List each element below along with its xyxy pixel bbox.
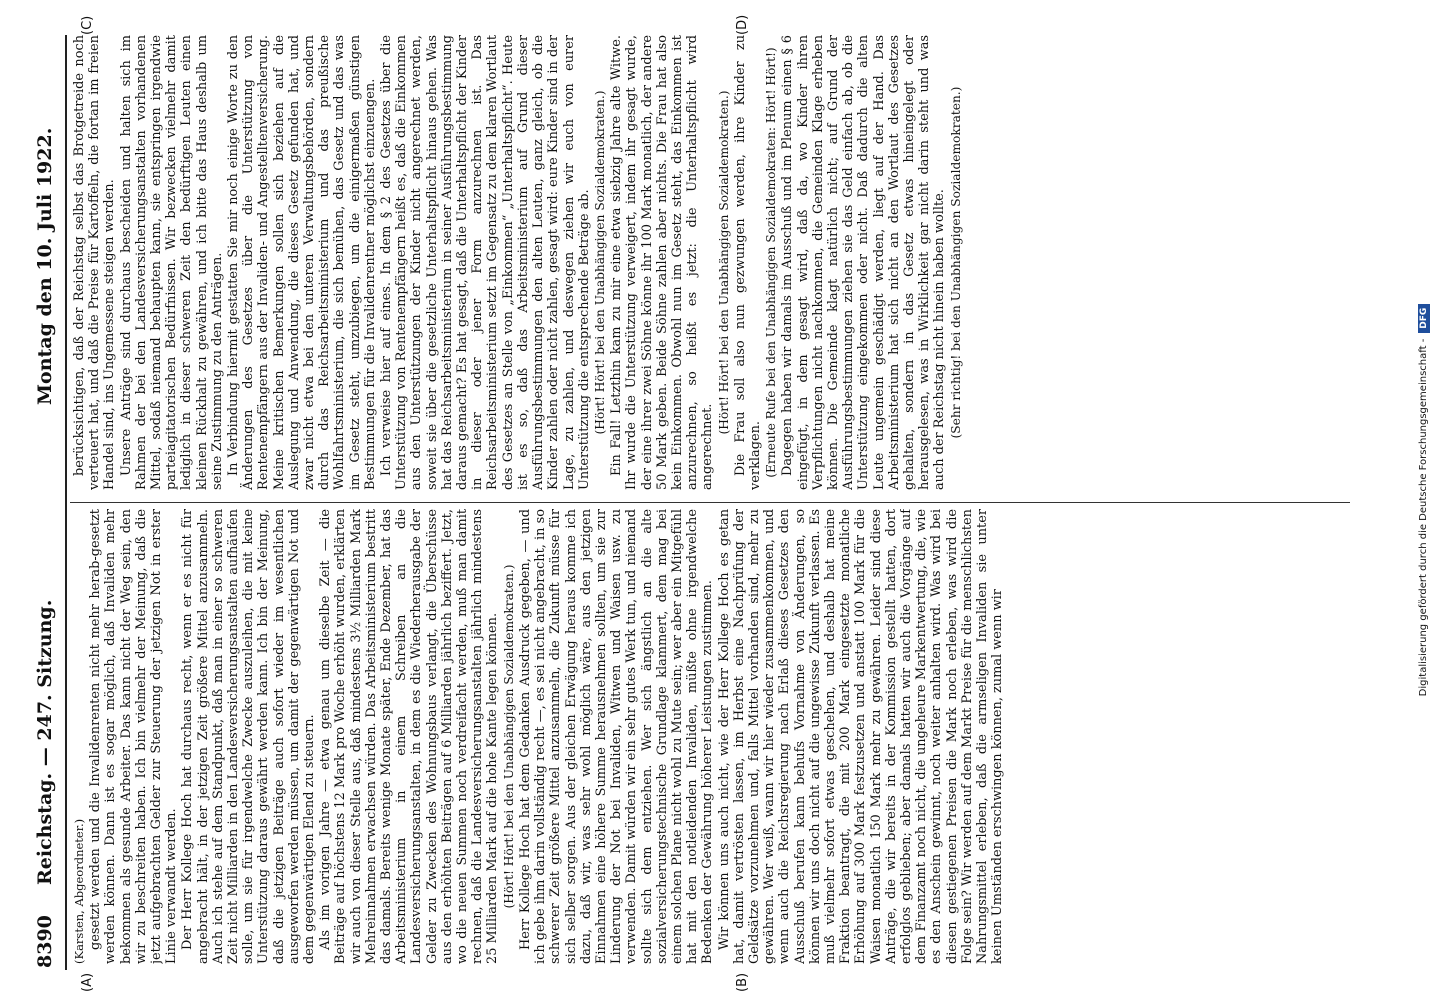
paragraph: Unsere Anträge sind durchaus bescheiden und halten sich im Rahmen der bei den Landesversicherungsanstalten vorhandenen Mittel, sodaß niemand behaupten kann, sie entspringen irgendwie parteiagitatorischen Bedürfnissen. Wir bezwecken vielmehr damit lediglich in dieser schweren Zeit den bedürftigen Leuten einen kleinen Rückhalt zu gewähren, und ich bitte das Haus deshalb um seine Zustimmung zu den Anträgen. — [118, 35, 225, 490]
paragraph: Ein Fall! Letzthin kam zu mir eine etwa siebzig Jahre alte Witwe. Ihr wurde die Unterstützung verweigert, indem ihr gesagt wurde, der eine ihrer zwei Söhne könne ihr 100 Mark monatlich, der andere 50 Mark geben. Beide Söhne zahlen aber nichts. Die Frau hat also kein Einkommen. Obwohl nun im Gesetz steht, das Einkommen ist anzurechnen, so heißt es jetzt: die Unterhaltspflicht wird angerechnet. — [609, 35, 716, 490]
interjection: (Erneute Rufe bei den Unabhängigen Sozialdemokraten: Hört! Hört!) — [764, 47, 779, 478]
paragraph: Als im vorigen Jahre — etwa genau um dieselbe Zeit — die Beiträge auf höchstens 12 Mark pro Woche erhöht wurden, erklärten wir auch von dieser Stelle aus, daß mindestens 3½ Milliarden Mark Mehreinnahmen erwachsen würden. Das Arbeitsministerium bestritt das damals. Bereits wenige Monate später, Ende Dezember, hat das Arbeitsministerium in einem Schreiben an die Landesversicherungsanstalten, in dem es die Wiederherausgabe der Gelder zu Zwecken des Wohnungsbaus verlangt, die Überschüsse aus den erhöhten Beiträgen auf 6 Milliarden jährlich beziffert. Jetzt, wo die neuen Summen noch verdreifacht werden, muß man damit rechnen, daß die Landesversicherungsanstalten jährlich mindestens 25 Milliarden Mark auf die hohe Kante legen können. — [318, 509, 501, 964]
paragraph: Der Herr Kollege Hoch hat durchaus recht, wenn er es nicht für angebracht hält, in der jetzigen Zeit größere Mittel anzusammeln. Auch ich stehe auf dem Standpunkt, daß man in einer so schweren Zeit nicht Milliarden in den Landesversicherungsanstalten aufhäufen solle, um sie für irgendwelche Zwecke auszuleihen, die mit keine Unterstützung daraus gewährt werden kann. Ich bin der Meinung, daß die jetzigen Beiträge auch sofort wieder im wesentlichen ausgeworfen werden müssen, um damit der gegenwärtigen Not und dem gegenwärtigen Elend zu steuern. — [180, 509, 318, 964]
paragraph: Wir können uns auch nicht, wie der Herr Kollege Hoch es getan hat, damit vertrösten lassen, im Herbst eine Nachprüfung der Geldsätze vorzunehmen und, falls Mittel vorhanden sind, mehr zu gewähren. Wer weiß, wann wir hier wieder zusammenkommen, und wenn auch die Reichsregierung nach Erlaß dieses Gesetzes den Ausschuß berufen kann behufs Vornahme von Änderungen, so können wir uns doch nicht auf die ungewisse Zukunft verlassen. Es muß vielmehr sofort etwas geschehen, und deshalb hat meine Fraktion beantragt, die mit 200 Mark eingesetzte monatliche Erhöhung auf 300 Mark festzusetzen und anstatt 100 Mark für die Waisen monatlich 150 Mark mehr zu gewähren. Leider sind diese Anträge, die wir bereits in der Kommission gestellt hatten, dort erfolglos geblieben; aber damals hatten wir auch die Vorgänge auf dem Finanzamt noch nicht, die ungeheure Markentwertung, die, wie es den Anschein gewinnt, noch weiter anhalten wird. Was wird bei diesen gestiegenen Preisen die Mark noch erleben, was wird die Folge sein? Wir werden auf dem Markt Preise für die menschlichsten Nahrungsmittel erleben, daß die armseligen Invaliden sie unter keinen Umständen erschwingen können, zumal wenn wir — [716, 509, 1006, 964]
session-title: Reichstag. — 247. Sitzung. — [34, 599, 56, 885]
footer-credit — [1418, 0, 1430, 1000]
interjection: (Sehr richtig! bei den Unabhängigen Sozialdemokraten.) — [948, 86, 963, 439]
interjection: (Hört! Hört! bei den Unabhängigen Sozialdemokraten.) — [501, 564, 516, 909]
margin-marker-b: (B) — [735, 972, 750, 992]
page-number: 8390 — [34, 915, 56, 968]
interjection: (Hört! Hört! bei den Unabhängigen Sozialdemokraten.) — [716, 90, 731, 435]
margin-marker-a: (A) — [80, 972, 95, 992]
text-column-right — [72, 35, 1342, 490]
paragraph: In Verbindung hiermit gestatten Sie mir noch einige Worte zu den Änderungen des Gesetzes über die Unterstützung von Rentenempfängern aus der Invaliden- und Angestelltenversicherung. Meine kritischen Bemerkungen sollen sich beziehen auf die Auslegung und Anwendung, die dieses Gesetz gefunden hat, und zwar nicht etwa bei den unteren Verwaltungsbehörden, sondern durch das Reichsarbeitsministerium und das preußische Wohlfahrtsministerium, die sich bemühen, das Gesetz und das was im Gesetz steht, umzubiegen, um die einigermaßen günstigen Bestimmungen für die Invalidenrentner möglichst einzuengen. — [226, 35, 378, 490]
paragraph: gesetzt werden und die Invalidenrenten nicht mehr herab-gesetzt werden können. Dann ist es sogar möglich, daß Invaliden mehr bekommen als gesunde Arbeiter. Das kann nicht der Weg sein, den wir zu beschreiten haben. Ich bin vielmehr der Meinung, daß die jetzt aufgebrachten Gelder zur Steuerung der jetzigen Not in erster Linie verwandt werden. — [88, 509, 180, 964]
paragraph: berücksichtigen, daß der Reichstag selbst das Brotgetreide noch verteuert hat, und daß die Preise für Kartoffeln, die fortan im freien Handel sind, ins Ungemessene steigen werden. — [72, 35, 118, 490]
header-rule — [65, 35, 67, 970]
page-header — [30, 0, 64, 1000]
paragraph: Ich verweise hier auf eines. In dem § 2 des Gesetzes über die Unterstützung von Rentenempfängern heißt es, daß die Einkommen aus den Unterstützungen der Kinder nicht angerechnet werden, soweit sie über die gesetzliche Unterhaltspflicht hinaus gehen. Was hat das Reichsarbeitsministerium in seiner Ausführungsbestimmung daraus gemacht? Es hat gesagt, daß die Unterhaltspflicht der Kinder in dieser oder jener Form anzurechnen ist. Das Reichsarbeitsministerium setzt im Gegensatz zu dem klaren Wortlaut des Gesetzes an Stelle von „Einkommen“ „Unterhaltspflicht“. Heute ist es so, daß das Arbeitsministerium auf Grund dieser Ausführungsbestimmungen den alten Leuten, ganz gleich, ob die Kinder zahlen oder nicht zahlen, gesagt wird: eure Kinder sind in der Lage, zu zahlen, und deswegen ziehen wir euch von eurer Unterstützung die entsprechende Beträge ab. — [379, 35, 592, 490]
paragraph: (Karsten, Abgeordneter.) — [72, 818, 86, 964]
text-column-left — [72, 509, 1342, 964]
margin-marker-c: (C) — [80, 15, 95, 35]
interjection: (Hört! Hört! bei den Unabhängigen Sozialdemokraten.) — [592, 90, 607, 435]
footer-text: Digitalisierung gefördert durch die Deutsche Forschungsgemeinschaft - — [1418, 338, 1429, 697]
column-divider — [70, 502, 1350, 503]
paragraph: Dagegen haben wir damals im Ausschuß und im Plenum einen § 6 eingefügt, in dem gesagt wird, daß da, wo Kinder ihren Verpflichtungen nicht nachkommen, die Gemeinden Klage erheben können. Die Gemeinde klagt natürlich nicht; auf Grund der Ausführungsbestimmungen ziehen sie das Geld einfach ab, ob die Unterstützung eingekommen oder nicht. Daß dadurch die alten Leute ungemein geschädigt werden, liegt auf der Hand. Das Arbeitsministerium hat sich nicht an den Wortlaut des Gesetzes gehalten, sondern in das Gesetz etwas hineingelegt oder herausgelesen, was in Wirklichkeit gar nicht darin steht und was auch der Reichstag nicht hinein haben wollte. — [780, 35, 948, 490]
paragraph: Herr Kollege Hoch hat dem Gedanken Ausdruck gegeben, — und ich gebe ihm darin vollständig recht —, es sei nicht angebracht, in so schwerer Zeit größere Mittel anzusammeln, die Zukunft müsse für sich selber sorgen. Aus der gleichen Erwägung heraus komme ich dazu, daß wir, was sehr wohl möglich wäre, aus den jetzigen Einnahmen eine höhere Summe herausnehmen sollten, um sie zur Linderung der Not bei Invaliden, Witwen und Waisen usw. zu verwenden. Damit würden wir ein sehr gutes Werk tun, und niemand sollte sich dem entziehen. Wer sich ängstlich an die alte sozialversicherungstechnische Grundlage klammert, dem mag bei einem solchen Plane nicht wohl zu Mute sein; wer aber ein Mitgefühl hat mit den notleidenden Invaliden, müßte ohne irgendwelche Bedenken der Gewährung höherer Leistungen zustimmen. — [517, 509, 716, 964]
paragraph: Die Frau soll also nun gezwungen werden, ihre Kinder zu verklagen. — [732, 35, 763, 490]
dfg-logo: DFG — [1418, 304, 1430, 333]
margin-marker-d: (D) — [735, 14, 750, 35]
page-date: Montag den 10. Juli 1922. — [34, 127, 56, 405]
